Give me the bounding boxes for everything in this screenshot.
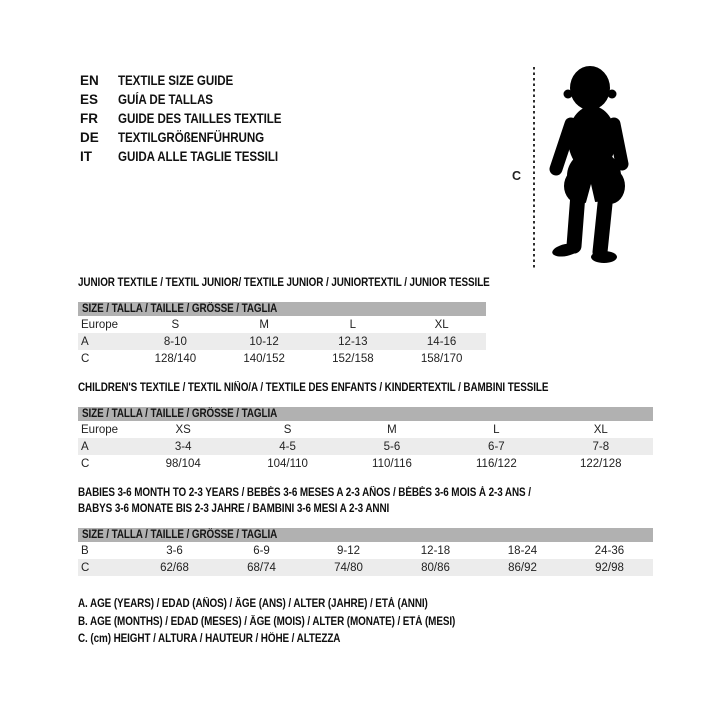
table-row xyxy=(78,542,653,559)
table-row xyxy=(78,350,486,367)
babies-textile-section xyxy=(78,485,653,576)
size-value-cell: XL xyxy=(434,318,449,331)
table-row xyxy=(78,559,653,576)
size-value-cell: 9-12 xyxy=(336,544,361,557)
table-row xyxy=(78,421,653,438)
children-textile-section xyxy=(78,380,653,472)
size-value-cell: 12-13 xyxy=(338,335,368,348)
table-row xyxy=(78,455,653,472)
table-row xyxy=(78,316,486,333)
size-value-cell: 4-5 xyxy=(279,440,296,453)
size-value-cell: XS xyxy=(175,423,191,436)
size-table xyxy=(78,316,486,367)
size-value-cell: 5-6 xyxy=(383,440,401,453)
size-value-cell: 14-16 xyxy=(426,335,457,348)
size-value-cell: 80/86 xyxy=(421,561,450,574)
legend-line: B. AGE (MONTHS) / EDAD (MESES) / ÂGE (MOIS) / ALTER (MONATE) / ETÀ (MESI) xyxy=(78,615,456,628)
size-table xyxy=(78,542,653,576)
size-value-cell: 8-10 xyxy=(163,335,187,348)
table-title: JUNIOR TEXTILE / TEXTIL JUNIOR/ TEXTILE JUNIOR / JUNIORTEXTIL / JUNIOR TESSILE xyxy=(78,277,490,289)
size-header-bar: SIZE / TALLA / TAILLE / GRÖSSE / TAGLIA xyxy=(78,528,653,542)
measurement-legend xyxy=(78,596,517,649)
row-label: Europe xyxy=(81,423,119,436)
language-label: GUÍA DE TALLAS xyxy=(118,92,213,107)
language-code: FR xyxy=(80,111,98,126)
junior-textile-section xyxy=(78,275,490,367)
size-value-cell: 140/152 xyxy=(243,352,285,365)
row-label: B xyxy=(81,544,89,557)
size-value-cell: 6-7 xyxy=(488,440,505,453)
table-title: CHILDREN'S TEXTILE / TEXTIL NIÑO/A / TEXTILE DES ENFANTS / KINDERTEXTIL / BAMBINI TESSILE xyxy=(78,382,549,394)
legend-line: A. AGE (YEARS) / EDAD (AÑOS) / ÂGE (ANS) / ALTER (JAHRE) / ETÀ (ANNI) xyxy=(78,598,428,610)
size-value-cell: 62/68 xyxy=(160,561,189,574)
size-table xyxy=(78,421,653,472)
row-label: A xyxy=(81,440,89,453)
size-header-bar: SIZE / TALLA / TAILLE / GRÖSSE / TAGLIA xyxy=(78,302,486,316)
language-list xyxy=(80,71,308,166)
size-value-cell: 92/98 xyxy=(595,561,624,574)
legend-line: C. (cm) HEIGHT / ALTURA / HAUTEUR / HÖHE / ALTEZZA xyxy=(78,633,341,645)
size-value-cell: 98/104 xyxy=(165,457,201,470)
size-value-cell: 3-4 xyxy=(174,440,192,453)
row-label: Europe xyxy=(81,318,119,331)
size-value-cell: 74/80 xyxy=(334,561,363,574)
size-value-cell: XL xyxy=(593,423,608,436)
size-value-cell: L xyxy=(493,423,500,436)
language-code: EN xyxy=(80,73,99,88)
language-label: GUIDA ALLE TAGLIE TESSILI xyxy=(118,149,278,164)
size-value-cell: 128/140 xyxy=(154,352,197,365)
size-value-cell: 116/122 xyxy=(476,457,517,470)
size-value-cell: 18-24 xyxy=(507,544,538,557)
table-row xyxy=(78,438,653,455)
row-label: C xyxy=(81,352,90,365)
size-value-cell: 3-6 xyxy=(166,544,183,557)
language-code: DE xyxy=(80,130,99,145)
measure-label-c: C xyxy=(512,169,522,183)
height-measure-dashed-line xyxy=(533,67,535,268)
size-value-cell: 6-9 xyxy=(253,544,270,557)
language-row xyxy=(80,147,308,166)
size-value-cell: 158/170 xyxy=(420,352,463,365)
language-row xyxy=(80,71,308,90)
size-value-cell: 10-12 xyxy=(249,335,279,348)
language-row xyxy=(80,128,308,147)
language-code: ES xyxy=(80,92,99,107)
size-value-cell: S xyxy=(171,318,180,331)
size-value-cell: 7-8 xyxy=(592,440,610,453)
language-code: IT xyxy=(80,149,92,164)
size-value-cell: 110/116 xyxy=(372,457,412,470)
size-value-cell: 86/92 xyxy=(508,561,537,574)
size-value-cell: 68/74 xyxy=(247,561,276,574)
size-value-cell: 24-36 xyxy=(594,544,625,557)
row-label: C xyxy=(81,457,90,470)
toddler-silhouette xyxy=(542,64,642,268)
size-value-cell: 152/158 xyxy=(332,352,374,365)
size-value-cell: 104/110 xyxy=(267,457,308,470)
language-label: TEXTILE SIZE GUIDE xyxy=(118,73,234,88)
table-title: BABIES 3-6 MONTH TO 2-3 YEARS / BEBÉS 3-6 MESES A 2-3 AÑOS / BÉBÉS 3-6 MOIS À 2-3 ANS / BABYS 3-6 MONATE BIS 2-3 JAHRE / BAMBINI 3-6 MESI A 2-3 ANNI xyxy=(78,487,531,515)
language-row xyxy=(80,109,308,128)
size-value-cell: 122/128 xyxy=(579,457,622,470)
table-row xyxy=(78,333,486,350)
size-value-cell: M xyxy=(259,318,269,331)
language-label: GUIDE DES TAILLES TEXTILE xyxy=(118,111,282,126)
size-value-cell: L xyxy=(349,318,357,331)
language-row xyxy=(80,90,308,109)
size-value-cell: 12-18 xyxy=(420,544,451,557)
size-header-bar: SIZE / TALLA / TAILLE / GRÖSSE / TAGLIA xyxy=(78,407,653,421)
row-label: A xyxy=(81,335,89,348)
row-label: C xyxy=(81,561,90,574)
size-value-cell: M xyxy=(387,423,397,436)
language-label: TEXTILGRÖßENFÜHRUNG xyxy=(118,130,265,145)
size-value-cell: S xyxy=(283,423,292,436)
